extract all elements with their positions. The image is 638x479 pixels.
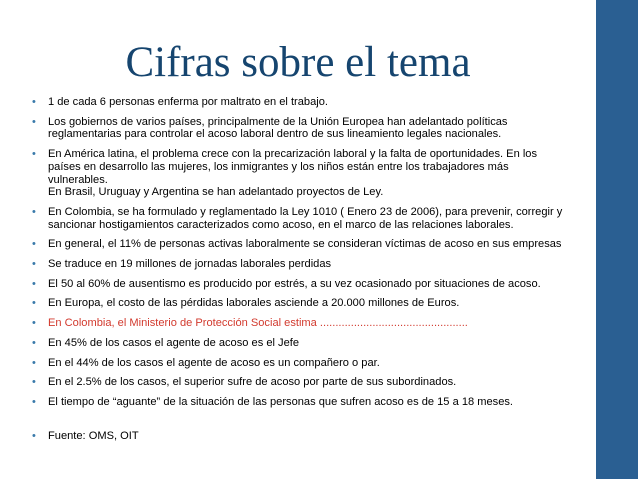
bullet-text: sancionar hostigamientos caracterizados como acoso, en el marco de las relaciones laborales. [48, 218, 514, 231]
bullet-marker: • [32, 96, 36, 108]
bullet-marker: • [32, 395, 36, 408]
bullet-item [32, 238, 582, 251]
source-text: Fuente: OMS, OIT [48, 429, 139, 442]
bullet-text: En Brasil, Uruguay y Argentina se han adelantado proyectos de Ley. [48, 186, 384, 199]
bullet-item [32, 357, 582, 370]
bullet-marker: • [32, 277, 36, 290]
bullet-item [32, 206, 582, 231]
bullet-text: vulnerables. [48, 173, 108, 186]
bullet-item [32, 278, 582, 291]
bullet-text: Se traduce en 19 millones de jornadas laborales perdidas [48, 258, 332, 271]
bullet-item [32, 148, 582, 199]
bullet-marker: • [32, 356, 36, 369]
side-accent-bar [596, 0, 638, 479]
bullet-marker: • [32, 205, 36, 218]
bullet-text: En Colombia, se ha formulado y reglamentado la Ley 1010 ( Enero 23 de 2006), para prevenir, corregir y [48, 205, 563, 218]
bullet-text: El tiempo de “aguante” de la situación de las personas que sufren acoso es de 15 a 18 meses. [48, 395, 513, 408]
slide-title: Cifras sobre el tema [125, 39, 471, 86]
bullet-text: En el 44% de los casos el agente de acoso es un compañero o par. [48, 356, 380, 369]
bullet-item [32, 376, 582, 389]
bullet-text: Los gobiernos de varios países, principalmente de la Unión Europea han adelantado políticas [48, 115, 508, 128]
bullet-list [32, 96, 582, 449]
bullet-text: reglamentarias para controlar el acoso laboral dentro de sus lineamiento legales nacionales. [48, 128, 502, 141]
bullet-marker: • [32, 376, 36, 389]
bullet-item [32, 116, 582, 141]
bullet-text: En Europa, el costo de las pérdidas laborales asciende a 20.000 millones de Euros. [48, 297, 460, 310]
bullet-text: En 45% de los casos el agente de acoso es el Jefe [48, 336, 300, 349]
bullet-marker: • [32, 336, 36, 349]
bullet-text: En América latina, el problema crece con la precarización laboral y la falta de oportunidades. En los [48, 148, 538, 161]
bullet-marker: • [32, 115, 36, 128]
bullet-item [32, 96, 582, 109]
bullet-marker: • [32, 148, 36, 161]
bullet-item [32, 396, 582, 409]
bullet-item [32, 337, 582, 350]
bullet-marker: • [32, 238, 36, 251]
bullet-text: En el 2.5% de los casos, el superior sufre de acoso por parte de sus subordinados. [48, 376, 457, 389]
bullet-marker: • [32, 317, 36, 330]
bullet-text: En general, el 11% de personas activas laboralmente se consideran víctimas de acoso en sus empresas [48, 238, 562, 251]
bullet-item [32, 258, 582, 271]
bullet-item-highlighted [32, 317, 582, 330]
bullet-marker: • [32, 258, 36, 271]
bullet-item [32, 297, 582, 310]
bullet-text: 1 de cada 6 personas enferma por maltrato en el trabajo. [48, 96, 328, 108]
bullet-marker: • [32, 297, 36, 310]
bullet-text: países en desarrollo las mujeres, los inmigrantes y los niños están entre los trabajadores más [48, 160, 509, 173]
bullet-text: El 50 al 60% de ausentismo es producido por estrés, a su vez ocasionado por situaciones de acoso. [48, 277, 541, 290]
bullet-marker: • [32, 429, 36, 442]
bullet-text-highlighted: En Colombia, el Ministerio de Protección Social estima ................................................ [48, 317, 468, 330]
bullet-item-source [32, 430, 582, 443]
